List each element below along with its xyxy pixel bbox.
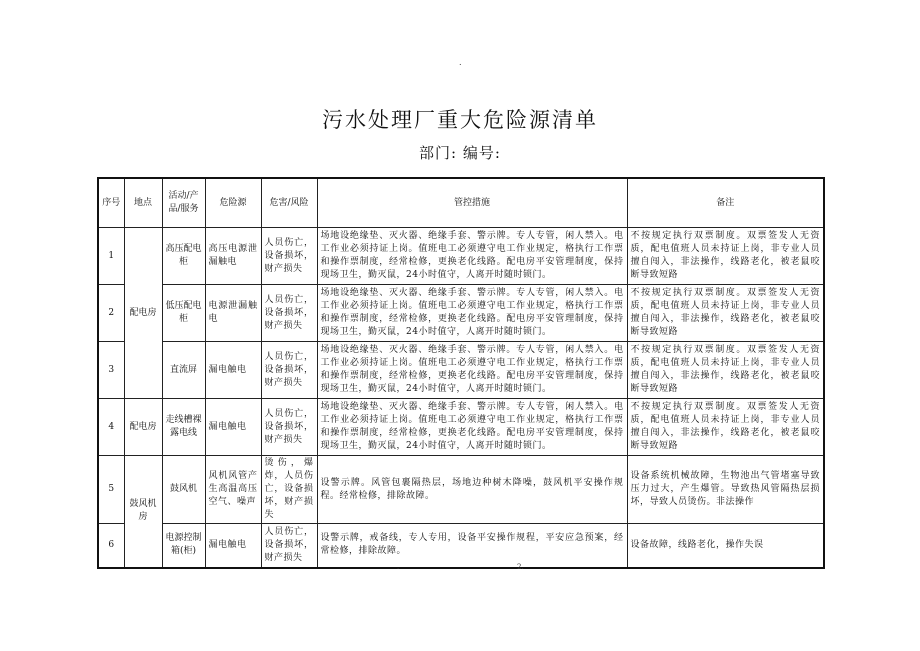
- row-measures: 场地设绝缘垫、灭火器、绝缘手套、警示牌。专人专管，闲人禁入。电工作业必须持证上岗。值班电工必须遵守电工作业规定，格执行工作票和操作票制度，经常检修，更换老化线路。配电房平安管理制度，保持现场卫生，勤灭鼠，24小时值守，人离开时随时锁门。: [317, 285, 627, 342]
- row-source: 高压电源泄漏触电: [205, 228, 261, 285]
- table-row: [98, 399, 824, 456]
- row-activity: 电源控制箱(柜): [162, 524, 205, 568]
- row-source: 漏电触电: [205, 524, 261, 568]
- col-header-risk: 危害/风险: [261, 178, 317, 228]
- page-title: 污水处理厂重大危险源清单: [322, 108, 598, 132]
- row-activity: 低压配电柜: [162, 285, 205, 342]
- table-row: [98, 456, 824, 524]
- page-number: 2.: [517, 563, 524, 571]
- row-risk: 人员伤亡，设备损坏，财产损失: [261, 285, 317, 342]
- row-measures: 设警示牌。风管包裹隔热层，场地边种树木降噪，鼓风机平安操作规程。经常检修，排除故障。: [317, 456, 627, 524]
- row-remark: 不按规定执行双票制度。双票签发人无资质，配电值班人员未持证上岗，非专业人员擅自闯入，非法操作，线路老化，被老鼠咬断导致短路: [627, 342, 824, 399]
- row-source: 电源泄漏触电: [205, 285, 261, 342]
- header-dot: .: [459, 58, 462, 67]
- footer-dot: .: [397, 563, 400, 571]
- row-source: 漏电触电: [205, 342, 261, 399]
- row-risk: 人员伤亡，设备损坏，财产损失: [261, 228, 317, 285]
- row-risk: 烫伤，爆炸，人员伤亡，设备损坏，财产损失: [261, 456, 317, 524]
- row-risk: 人员伤亡，设备损坏，财产损失: [261, 524, 317, 568]
- row-measures: 场地设绝缘垫、灭火器、绝缘手套、警示牌。专人专管，闲人禁入。电工作业必须持证上岗。值班电工必须遵守电工作业规定，格执行工作票和操作票制度，经常检修，更换老化线路。配电房平安管理制度，保持现场卫生，勤灭鼠，24小时值守，人离开时随时锁门。: [317, 342, 627, 399]
- row-no: 2: [98, 285, 124, 342]
- row-remark: 设备故障，线路老化，操作失误: [627, 524, 824, 568]
- table-row: [98, 524, 824, 568]
- row-no: 6: [98, 524, 124, 568]
- row-remark: 不按规定执行双票制度。双票签发人无资质，配电值班人员未持证上岗，非专业人员擅自闯入，非法操作，线路老化，被老鼠咬断导致短路: [627, 285, 824, 342]
- col-header-remark: 备注: [627, 178, 824, 228]
- table-row: [98, 342, 824, 399]
- place-merged: 配电房: [124, 228, 162, 399]
- table-row: [98, 285, 824, 342]
- row-no: 3: [98, 342, 124, 399]
- row-activity: 鼓风机: [162, 456, 205, 524]
- row-place: 配电房: [124, 399, 162, 456]
- row-measures: 设警示牌，戒备线，专人专用，设备平安操作规程，平安应急预案，经常检修，排除故障。: [317, 524, 627, 568]
- row-remark: 不按规定执行双票制度。双票签发人无资质，配电值班人员未持证上岗，非专业人员擅自闯入，非法操作，线路老化，被老鼠咬断导致短路: [627, 399, 824, 456]
- row-activity: 走线槽裸露电线: [162, 399, 205, 456]
- row-measures: 场地设绝缘垫、灭火器、绝缘手套、警示牌。专人专管，闲人禁入。电工作业必须持证上岗。值班电工必须遵守电工作业规定，格执行工作票和操作票制度，经常检修，更换老化线路。配电房平安管理制度，保持现场卫生，勤灭鼠，24小时值守，人离开时随时锁门。: [317, 228, 627, 285]
- row-source: 风机风管产生高温高压空气、噪声: [205, 456, 261, 524]
- page-subtitle: 部门: 编号:: [419, 144, 501, 162]
- row-risk: 人员伤亡，设备损坏，财产损失: [261, 342, 317, 399]
- col-header-measures: 管控措施: [317, 178, 627, 228]
- col-header-activity: 活动/产品/服务: [162, 178, 205, 228]
- row-source: 漏电触电: [205, 399, 261, 456]
- hazard-table: [97, 177, 825, 569]
- row-remark: 设备系统机械故障，生物池出气管堵塞导致压力过大，产生爆管。导致热风管隔热层损坏，导致人员烫伤。非法操作: [627, 456, 824, 524]
- place-merged: 鼓风机房: [124, 456, 162, 568]
- row-remark: 不按规定执行双票制度。双票签发人无资质，配电值班人员未持证上岗，非专业人员擅自闯入，非法操作，线路老化，被老鼠咬断导致短路: [627, 228, 824, 285]
- row-no: 4: [98, 399, 124, 456]
- row-no: 1: [98, 228, 124, 285]
- row-activity: 直流屏: [162, 342, 205, 399]
- col-header-no: 序号: [98, 178, 124, 228]
- table-header-row: [98, 178, 824, 228]
- row-activity: 高压配电柜: [162, 228, 205, 285]
- row-risk: 人员伤亡，设备损坏，财产损失: [261, 399, 317, 456]
- row-no: 5: [98, 456, 124, 524]
- table-row: [98, 228, 824, 285]
- col-header-source: 危险源: [205, 178, 261, 228]
- row-measures: 场地设绝缘垫、灭火器、绝缘手套、警示牌。专人专管，闲人禁入。电工作业必须持证上岗。值班电工必须遵守电工作业规定，格执行工作票和操作票制度，经常检修，更换老化线路。配电房平安管理制度，保持现场卫生，勤灭鼠，24小时值守，人离开时随时锁门。: [317, 399, 627, 456]
- col-header-place: 地点: [124, 178, 162, 228]
